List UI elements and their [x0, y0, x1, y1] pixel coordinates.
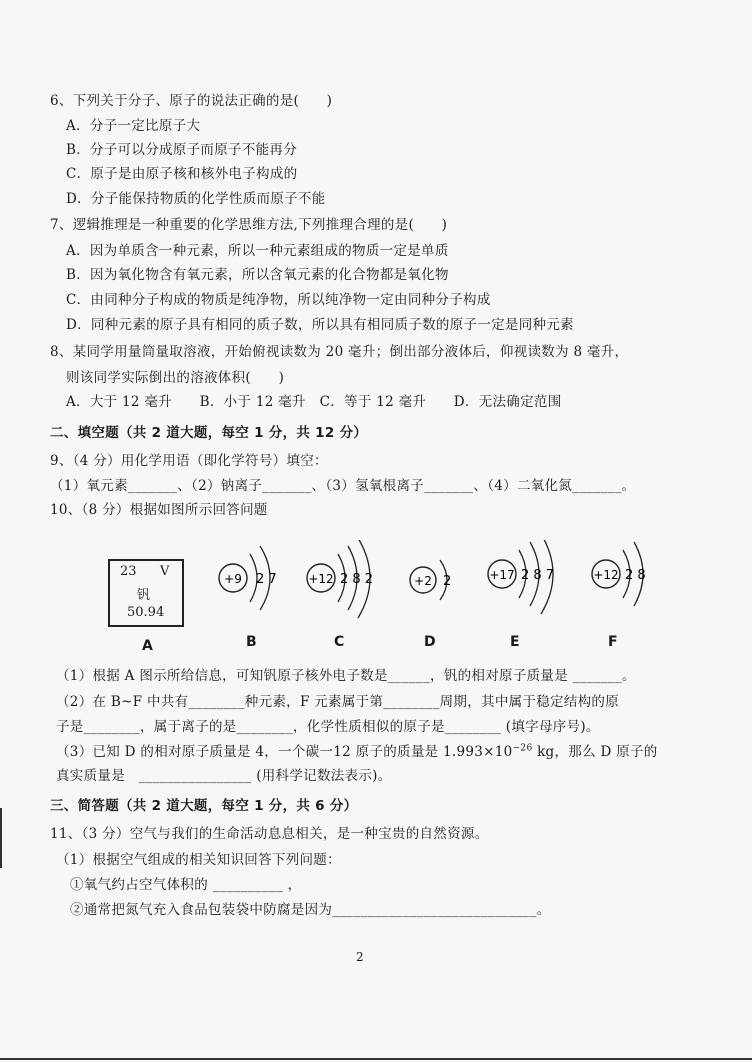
atom-diagram-c	[307, 540, 373, 618]
element-atomic-number: 23	[120, 564, 137, 579]
q11-part1-b: ②通常把氮气充入食品包装袋中防腐是因为_____________________________。	[70, 902, 551, 918]
scan-bottom-edge	[0, 1058, 752, 1060]
atom-c-nucleus: +12	[308, 572, 334, 586]
atom-e-shells: 2 8 7	[521, 568, 555, 583]
atom-diagram-b	[219, 546, 277, 610]
atom-b-shells: 2 7	[256, 572, 277, 587]
q6-option-d: D．分子能保持物质的化学性质而原子不能	[66, 191, 326, 207]
atom-e-nucleus: +17	[489, 568, 515, 582]
q7-option-d: D．同种元素的原子具有相同的质子数，所以具有相同质子数的原子一定是同种元素	[66, 317, 574, 333]
atom-c-shells: 2 8 2	[340, 572, 374, 587]
q8-stem-line2: 则该同学实际倒出的溶液体积( )	[66, 370, 285, 386]
atom-diagram-f	[592, 542, 646, 606]
q10-part3-line1	[56, 743, 658, 761]
diagram-label-d: D	[424, 634, 436, 650]
q10-part3-unit: kg，那么 D 原子的	[532, 744, 658, 760]
page-number: 2	[356, 950, 364, 964]
q6-option-b: B．分子可以分成原子而原子不能再分	[66, 142, 298, 158]
atom-diagrams	[0, 540, 752, 660]
atom-d-nucleus: +2	[414, 574, 432, 588]
q10-part3-line2: 真实质量是 ________________ (用科学记数法表示)。	[56, 768, 392, 784]
q9-stem: 9、（4 分）用化学用语（即化学符号）填空：	[50, 453, 328, 469]
q7-option-c: C．由同种分子构成的物质是纯净物，所以纯净物一定由同种分子构成	[66, 292, 491, 308]
q6-stem: 6、下列关于分子、原子的说法正确的是( )	[50, 93, 333, 109]
q7-option-a: A．因为单质含一种元素，所以一种元素组成的物质一定是单质	[66, 243, 449, 259]
section2-heading: 二、填空题（共 2 道大题，每空 1 分，共 12 分）	[50, 425, 368, 441]
q6-option-a: A．分子一定比原子大	[66, 118, 201, 134]
q10-part2-line1: （2）在 B~F 中共有________种元素，F 元素属于第________周期，其中属于稳定结构的原	[56, 694, 620, 710]
diagram-label-e: E	[510, 634, 520, 650]
scan-edge-mark	[0, 808, 2, 868]
atom-d-shells: 2	[443, 574, 452, 589]
q8-stem-line1: 8、某同学用量筒量取溶液，开始俯视读数为 20 毫升；倒出部分液体后，仰视读数为 8 毫升，	[50, 344, 629, 360]
element-name: 钒	[137, 588, 151, 603]
q10-part3-exponent: −26	[512, 743, 533, 754]
q11-stem: 11、（3 分）空气与我们的生命活动息息相关，是一种宝贵的自然资源。	[50, 826, 489, 842]
atom-b-nucleus: +9	[224, 572, 242, 586]
diagram-label-a: A	[142, 638, 153, 654]
element-mass: 50.94	[127, 605, 165, 620]
q11-part1: （1）根据空气组成的相关知识回答下列问题：	[56, 852, 341, 868]
q10-part1: （1）根据 A 图示所给信息，可知钒原子核外电子数是______，钒的相对原子质量是 _______。	[56, 668, 636, 684]
q7-option-b: B．因为氧化物含有氧元素，所以含氧元素的化合物都是氧化物	[66, 267, 449, 283]
atom-diagram-e	[488, 540, 554, 614]
element-symbol: V	[160, 564, 170, 579]
diagram-label-f: F	[608, 634, 618, 650]
q6-option-c: C．原子是由原子核和核外电子构成的	[66, 166, 298, 182]
q9-blanks: （1）氧元素_______、（2）钠离子_______、（3）氢氧根离子_______、（4）二氧化氮_______。	[50, 478, 636, 494]
q7-stem: 7、逻辑推理是一种重要的化学思维方法,下列推理合理的是( )	[50, 217, 448, 233]
q10-part3-text: （3）已知 D 的相对原子质量是 4，一个碳一12 原子的质量是 1.993×10	[56, 744, 513, 760]
q10-stem: 10、（8 分）根据如图所示回答问题	[50, 502, 268, 518]
atom-diagram-d	[410, 560, 451, 600]
diagram-label-c: C	[334, 634, 345, 650]
atom-f-nucleus: +12	[593, 568, 619, 582]
q11-part1-a: ①氧气约占空气体积的 __________ ，	[70, 877, 302, 893]
section3-heading: 三、简答题（共 2 道大题，每空 1 分，共 6 分）	[50, 798, 358, 814]
q8-options: A．大于 12 毫升 B．小于 12 毫升 C．等于 12 毫升 D．无法确定范围	[66, 394, 562, 410]
q10-part2-line2: 子是________，属于离子的是________，化学性质相似的原子是________ (填字母序号)。	[56, 719, 600, 735]
atom-f-shells: 2 8	[625, 568, 646, 583]
diagram-label-b: B	[246, 634, 257, 650]
